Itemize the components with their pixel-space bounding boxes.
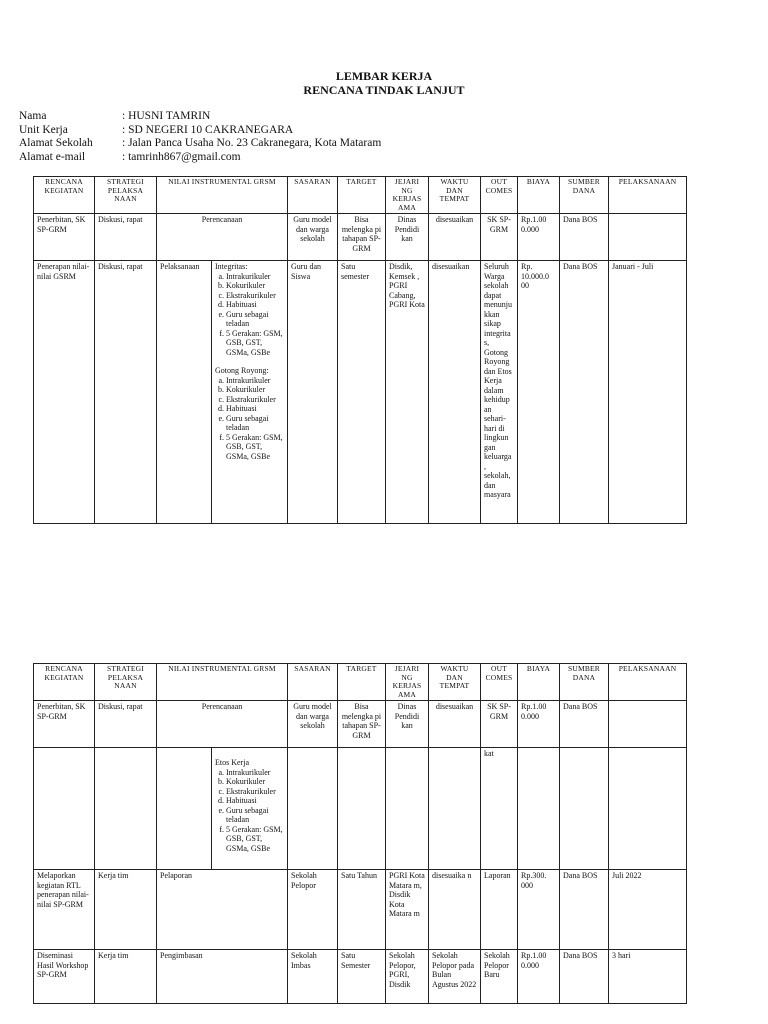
- list-item: b. Kokurikuler: [226, 281, 284, 291]
- cell-nilai-detail: [212, 748, 288, 870]
- document-subtitle: RENCANA TINDAK LANJUT: [303, 83, 465, 97]
- header-cell: STRATEGI PELAKSA NAAN: [95, 177, 157, 214]
- list-item: c. Ekstrakurikuler: [226, 291, 284, 301]
- cell-outcomes: SK SP-GRM: [481, 701, 518, 748]
- list-item: b. Kokurikuler: [226, 385, 284, 395]
- cell-sasaran: Sekolah Imbas: [288, 950, 338, 1004]
- cell-sasaran: Guru model dan warga sekolah: [288, 214, 338, 261]
- cell-sumber: Dana BOS: [560, 701, 609, 748]
- header-cell: STRATEGI PELAKSA NAAN: [95, 664, 157, 701]
- info-row-nama: [19, 110, 381, 124]
- header-cell: SUMBER DANA: [560, 177, 609, 214]
- cell-waktu: [429, 748, 481, 870]
- list-item: f. 5 Gerakan: GSM, GSB, GST, GSMa, GSBe: [226, 825, 284, 854]
- cell-kegiatan: Penerbitan, SK SP-GRM: [34, 701, 95, 748]
- cell-outcomes: kat: [481, 748, 518, 870]
- cell-pelaksanaan: [609, 214, 687, 261]
- cell-sumber: Dana BOS: [560, 950, 609, 1004]
- cell-pelaksanaan: [609, 701, 687, 748]
- info-label: Unit Kerja: [19, 123, 68, 136]
- list-item: e. Guru sebagai teladan: [226, 414, 284, 433]
- info-row-email: [19, 151, 381, 165]
- cell-kegiatan: Melaporkan kegiatan RTL penerapan nilai-nilai SP-GRM: [34, 870, 95, 950]
- info-value: : HUSNI TAMRIN: [122, 110, 211, 122]
- list-item: a. Intrakurikuler: [226, 272, 284, 282]
- cell-pelaksanaan: Juli 2022: [609, 870, 687, 950]
- cell-nilai-tahap: [157, 748, 212, 870]
- cell-nilai: Pelaporan: [157, 870, 288, 950]
- header-cell: WAKTU DAN TEMPAT: [429, 664, 481, 701]
- header-cell: WAKTU DAN TEMPAT: [429, 177, 481, 214]
- header-cell: NILAI INSTRUMENTAL GRSM: [157, 664, 288, 701]
- document-title: LEMBAR KERJA: [335, 69, 433, 83]
- header-cell: PELAKSANAAN: [609, 177, 687, 214]
- list-item: a. Intrakurikuler: [226, 768, 284, 778]
- etos-kerja-list: [215, 768, 284, 854]
- info-value: : SD NEGERI 10 CAKRANEGARA: [122, 123, 294, 136]
- cell-strategi: Kerja tim: [95, 870, 157, 950]
- list-item: d. Habituasi: [226, 796, 284, 806]
- header-cell: RENCANA KEGIATAN: [34, 177, 95, 214]
- cell-target: Satu semester: [338, 261, 386, 524]
- cell-biaya: Rp.1.00 0.000: [518, 950, 560, 1004]
- list-item: f. 5 Gerakan: GSM, GSB, GST, GSMa, GSBe: [226, 433, 284, 462]
- cell-pelaksanaan: [609, 748, 687, 870]
- info-block: [19, 110, 381, 164]
- integritas-list: [215, 272, 284, 358]
- cell-jejaring: PGRI Kota Matara m, Disdik Kota Matara m: [386, 870, 429, 950]
- cell-outcomes: Sekolah Pelopor Baru: [481, 950, 518, 1004]
- gotong-royong-list: [215, 376, 284, 462]
- table-row: [34, 214, 687, 261]
- list-item: e. Guru sebagai teladan: [226, 310, 284, 329]
- header-cell: RENCANA KEGIATAN: [34, 664, 95, 701]
- cell-sumber: [560, 748, 609, 870]
- cell-jejaring: Dinas Pendidi kan: [386, 701, 429, 748]
- header-cell: OUT COMES: [481, 177, 518, 214]
- table-row: [34, 950, 687, 1004]
- table-row: [34, 701, 687, 748]
- cell-sasaran: Sekolah Pelopor: [288, 870, 338, 950]
- etos-kerja-title: Etos Kerja: [215, 758, 249, 767]
- list-item: c. Ekstrakurikuler: [226, 395, 284, 405]
- cell-strategi: Kerja tim: [95, 950, 157, 1004]
- header-cell: BIAYA: [518, 664, 560, 701]
- cell-waktu: disesuaikan: [429, 701, 481, 748]
- cell-sasaran: Guru model dan warga sekolah: [288, 701, 338, 748]
- cell-biaya: Rp.300. 000: [518, 870, 560, 950]
- cell-waktu: Sekolah Pelopor pada Bulan Agustus 2022: [429, 950, 481, 1004]
- cell-sumber: Dana BOS: [560, 214, 609, 261]
- header-cell: TARGET: [338, 177, 386, 214]
- cell-target: Satu Semester: [338, 950, 386, 1004]
- table-row: [34, 261, 687, 524]
- cell-kegiatan: [34, 748, 95, 870]
- header-cell: BIAYA: [518, 177, 560, 214]
- cell-nilai: Pengimbasan: [157, 950, 288, 1004]
- cell-jejaring: [386, 748, 429, 870]
- cell-nilai: Perencanaan: [157, 701, 288, 748]
- list-item: b. Kokurikuler: [226, 777, 284, 787]
- header-row: [34, 664, 687, 701]
- cell-waktu: disesuaika n: [429, 870, 481, 950]
- cell-target: Bisa melengka pi tahapan SP-GRM: [338, 214, 386, 261]
- cell-biaya: Rp.1.00 0.000: [518, 701, 560, 748]
- info-value: : Jalan Panca Usaha No. 23 Cakranegara, Kota Mataram: [122, 137, 382, 149]
- cell-nilai-detail: [212, 261, 288, 524]
- cell-waktu: disesuaikan: [429, 214, 481, 261]
- table-row: [34, 748, 687, 870]
- cell-target: Satu Tahun: [338, 870, 386, 950]
- cell-nilai: Perencanaan: [157, 214, 288, 261]
- cell-sumber: Dana BOS: [560, 261, 609, 524]
- cell-jejaring: Dinas Pendidi kan: [386, 214, 429, 261]
- cell-outcomes: Seluruh Warga sekolah dapat menunju kkan sikap integrita s, Gotong Royong dan Etos Kerja dalam kehidup an sehari-hari di lingkun gan keluarga , sekolah, dan masyara: [481, 261, 518, 524]
- cell-sasaran: [288, 748, 338, 870]
- list-item: c. Ekstrakurikuler: [226, 787, 284, 797]
- cell-biaya: [518, 748, 560, 870]
- cell-waktu: disesuaikan: [429, 261, 481, 524]
- list-item: a. Intrakurikuler: [226, 376, 284, 386]
- header-cell: JEJARI NG KERJAS AMA: [386, 177, 429, 214]
- list-item: d. Habituasi: [226, 300, 284, 310]
- header-cell: OUT COMES: [481, 664, 518, 701]
- header-row: [34, 177, 687, 214]
- rtl-table-page1: [33, 176, 687, 524]
- cell-biaya: Rp. 10.000.0 00: [518, 261, 560, 524]
- cell-strategi: [95, 748, 157, 870]
- table-row: [34, 870, 687, 950]
- cell-strategi: Diskusi, rapat: [95, 701, 157, 748]
- info-row-unit-kerja: [19, 124, 381, 138]
- cell-sumber: Dana BOS: [560, 870, 609, 950]
- cell-pelaksanaan: Januari - Juli: [609, 261, 687, 524]
- cell-kegiatan: Penerbitan, SK SP-GRM: [34, 214, 95, 261]
- list-item: e. Guru sebagai teladan: [226, 806, 284, 825]
- list-item: d. Habituasi: [226, 404, 284, 414]
- cell-strategi: Diskusi, rapat: [95, 261, 157, 524]
- rtl-table-page2: [33, 663, 687, 1004]
- cell-sasaran: Guru dan Siswa: [288, 261, 338, 524]
- cell-nilai-tahap: Pelaksanaan: [157, 261, 212, 524]
- info-value: : tamrinh867@gmail.com: [122, 150, 241, 163]
- header-cell: SASARAN: [288, 177, 338, 214]
- header-cell: TARGET: [338, 664, 386, 701]
- gotong-royong-title: Gotong Royong:: [215, 366, 269, 375]
- cell-target: [338, 748, 386, 870]
- cell-outcomes: SK SP-GRM: [481, 214, 518, 261]
- cell-jejaring: Sekolah Pelopor, PGRI, Disdik: [386, 950, 429, 1004]
- cell-target: Bisa melengka pi tahapan SP-GRM: [338, 701, 386, 748]
- cell-kegiatan: Diseminasi Hasil Workshop SP-GRM: [34, 950, 95, 1004]
- integritas-title: Integritas:: [215, 262, 248, 271]
- cell-strategi: Diskusi, rapat: [95, 214, 157, 261]
- info-row-alamat-sekolah: [19, 137, 381, 151]
- header-cell: JEJARI NG KERJAS AMA: [386, 664, 429, 701]
- header-cell: NILAI INSTRUMENTAL GRSM: [157, 177, 288, 214]
- cell-biaya: Rp.1.00 0.000: [518, 214, 560, 261]
- cell-kegiatan: Penerapan nilai-nilai GSRM: [34, 261, 95, 524]
- header-cell: PELAKSANAAN: [609, 664, 687, 701]
- cell-pelaksanaan: 3 hari: [609, 950, 687, 1004]
- header-cell: SUMBER DANA: [560, 664, 609, 701]
- info-label: Nama: [19, 110, 47, 122]
- info-label: Alamat e-mail: [19, 150, 86, 163]
- cell-outcomes: Laporan: [481, 870, 518, 950]
- cell-jejaring: Disdik, Kemsek , PGRI Cabang, PGRI Kota: [386, 261, 429, 524]
- header-cell: SASARAN: [288, 664, 338, 701]
- list-item: f. 5 Gerakan: GSM, GSB, GST, GSMa, GSBe: [226, 329, 284, 358]
- info-label: Alamat Sekolah: [19, 137, 93, 149]
